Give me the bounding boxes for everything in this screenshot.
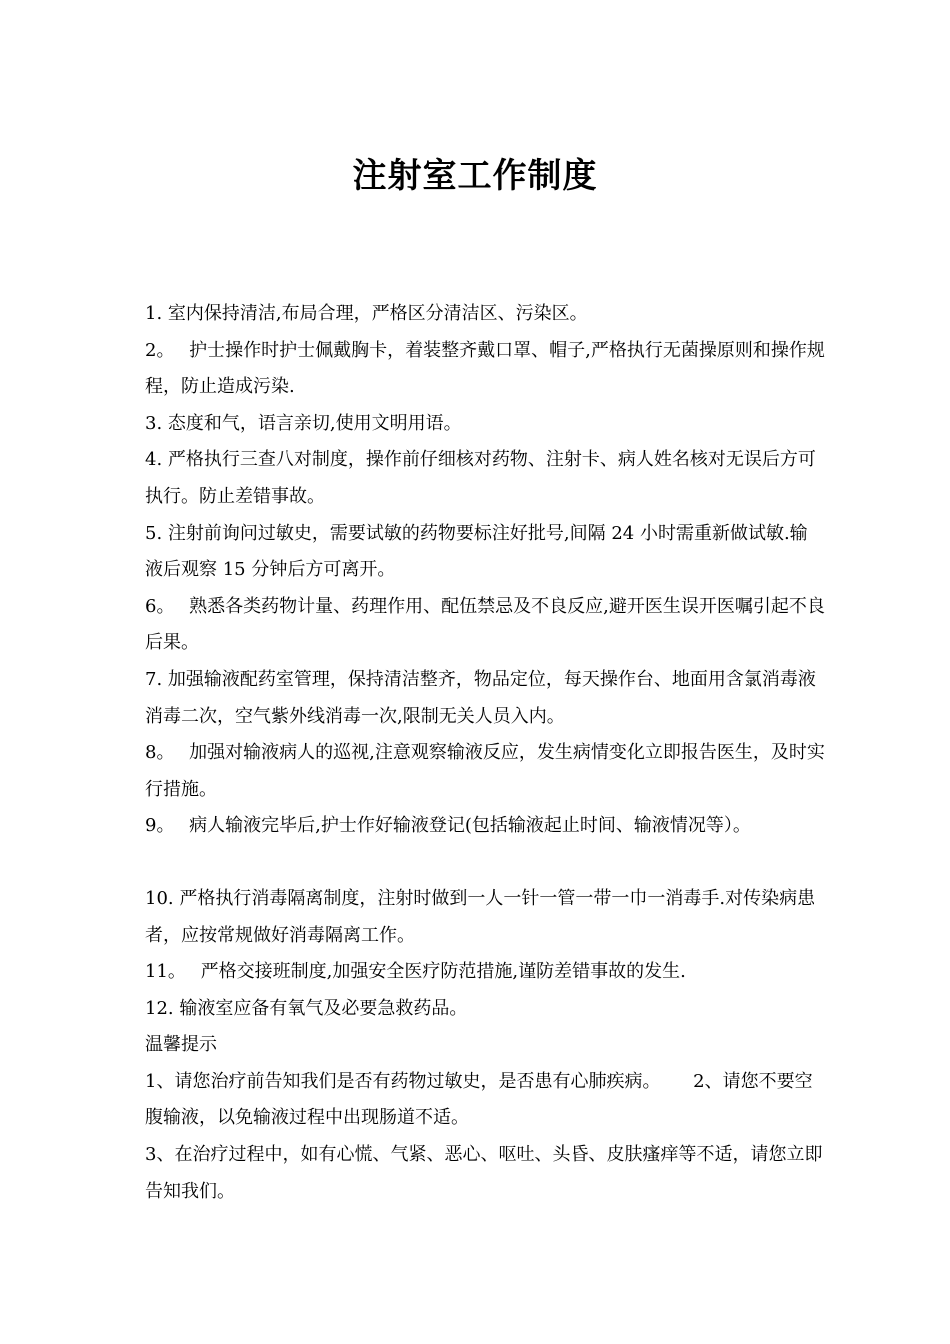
rule-11: 11。 严格交接班制度,加强安全医疗防范措施,谨防差错事故的发生. bbox=[145, 961, 686, 983]
rule-8: 8。 加强对输液病人的巡视,注意观察输液反应，发生病情变化立即报告医生，及时实行措施。 bbox=[145, 742, 825, 800]
rule-12: 12. 输液室应备有氧气及必要急救药品。 bbox=[145, 997, 468, 1019]
rule-3: 3. 态度和气，语言亲切,使用文明用语。 bbox=[145, 412, 462, 434]
document-body bbox=[145, 296, 825, 1210]
document-title: 注射室工作制度 bbox=[352, 156, 598, 196]
tips-heading: 温馨提示 bbox=[145, 1034, 217, 1056]
rule-7: 7. 加强输液配药室管理，保持清洁整齐，物品定位，每天操作台、地面用含氯消毒液消毒二次，空气紫外线消毒一次,限制无关人员入内。 bbox=[145, 668, 816, 727]
tip-1-2: 1、请您治疗前告知我们是否有药物过敏史，是否患有心肺疾病。 2、请您不要空腹输液，以免输液过程中出现肠道不适。 bbox=[145, 1070, 813, 1129]
rule-6: 6。 熟悉各类药物计量、药理作用、配伍禁忌及不良反应,避开医生误开医嘱引起不良后果。 bbox=[145, 595, 825, 654]
rule-10: 10. 严格执行消毒隔离制度，注射时做到一人一针一管一带一巾一消毒手.对传染病患者，应按常规做好消毒隔离工作。 bbox=[145, 887, 816, 946]
tip-3: 3、在治疗过程中，如有心慌、气紧、恶心、呕吐、头昏、皮肤瘙痒等不适，请您立即告知我们。 bbox=[145, 1144, 823, 1202]
paragraph-gap bbox=[145, 845, 825, 881]
rule-4: 4. 严格执行三查八对制度，操作前仔细核对药物、注射卡、病人姓名核对无误后方可执行。防止差错事故。 bbox=[145, 449, 816, 507]
rule-2: 2。 护士操作时护士佩戴胸卡，着装整齐戴口罩、帽子,严格执行无菌操原则和操作规程，防止造成污染. bbox=[145, 339, 825, 398]
rule-9: 9。 病人输液完毕后,护士作好输液登记(包括输液起止时间、输液情况等）。 bbox=[145, 815, 751, 837]
rule-5: 5. 注射前询问过敏史，需要试敏的药物要标注好批号,间隔 24 小时需重新做试敏.输液后观察 15 分钟后方可离开。 bbox=[145, 522, 808, 581]
rule-1: 1. 室内保持清洁,布局合理，严格区分清洁区、污染区。 bbox=[145, 303, 588, 324]
